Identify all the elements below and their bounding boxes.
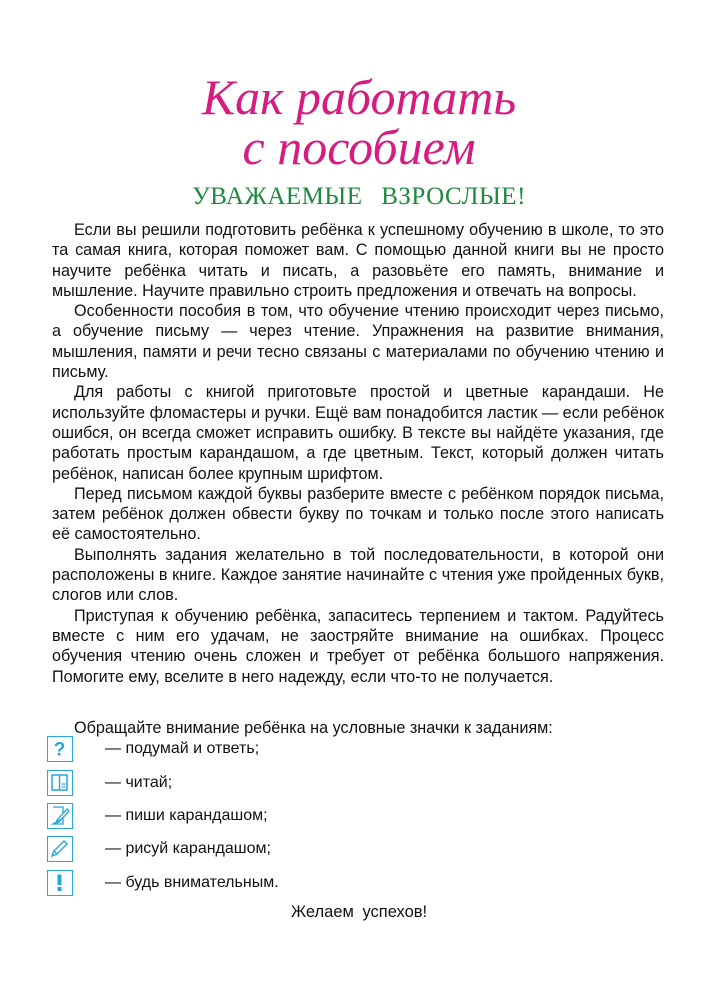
legend-label: — пиши карандашом; [105,807,268,824]
legend-item [47,736,347,764]
page-title-line-1: Как работать [201,69,517,125]
pencil-write-icon [47,803,73,829]
book-icon [47,770,73,796]
legend-item [47,770,347,798]
legend-label: — рисуй карандашом; [105,840,271,857]
page-title-line-2: с пособием [242,119,476,175]
pencil-draw-icon [47,836,73,862]
exclamation-icon [47,870,73,896]
paragraph: Приступая к обучению ребёнка, запаситесь терпением и тактом. Радуйтесь вместе с ним его удачам, не заостряйте внимание на ошибках. Процесс обучения чтению очень сложен и требует от ребёнка большого напряжения. Помогите ему, вселите в него надежду, если что-то не получается. [52,606,664,686]
legend-item [47,836,347,864]
legend-label: — подумай и ответь; [105,740,260,757]
legend-item [47,803,347,831]
paragraph: Особенности пособия в том, что обучение чтению происходит через письмо, а обучение письму — через чтение. Упражнения на развитие внимания, мышления, памяти и речи тесно связаны с материалами по обучению чтению и письму. [52,302,664,382]
body-text [52,220,664,687]
question-icon [47,736,73,762]
paragraph: Выполнять задания желательно в той последовательности, в которой они расположены в книге. Каждое занятие начинайте с чтения уже пройденных букв, слогов или слов. [52,545,664,605]
closing-wish: Желаем успехов! [290,903,428,921]
legend-item [47,870,347,898]
legend-label: — будь внимательным. [105,874,279,891]
legend-label: — читай; [105,774,173,791]
paragraph: Для работы с книгой приготовьте простой и цветные карандаши. Не используйте фломастеры и ручки. Ещё вам понадобится ластик — если ребёнок ошибся, он всегда сможет исправить ошибку. В тексте вы найдёте указания, где работать простым карандашом, а где цветным. Текст, который должен читать ребёнок, написан более крупным шрифтом. [52,383,664,483]
svg-text:?: ? [53,739,66,760]
paragraph: Перед письмом каждой буквы разберите вместе с ребёнком порядок письма, затем ребёнок должен обвести букву по точкам и только после этого написать её самостоятельно. [52,484,664,544]
icons-note: Обращайте внимание ребёнка на условные значки к заданиям: [74,719,553,737]
subtitle: УВАЖАЕМЫЕ ВЗРОСЛЫЕ! [192,183,526,210]
paragraph: Если вы решили подготовить ребёнка к успешному обучению в школе, то это та самая книга, которая поможет вам. С помощью данной книги вы не просто научите ребёнка читать и писать, а разовьёте его память, внимание и мышление. Научите правильно строить предложения и отвечать на вопросы. [52,221,664,300]
